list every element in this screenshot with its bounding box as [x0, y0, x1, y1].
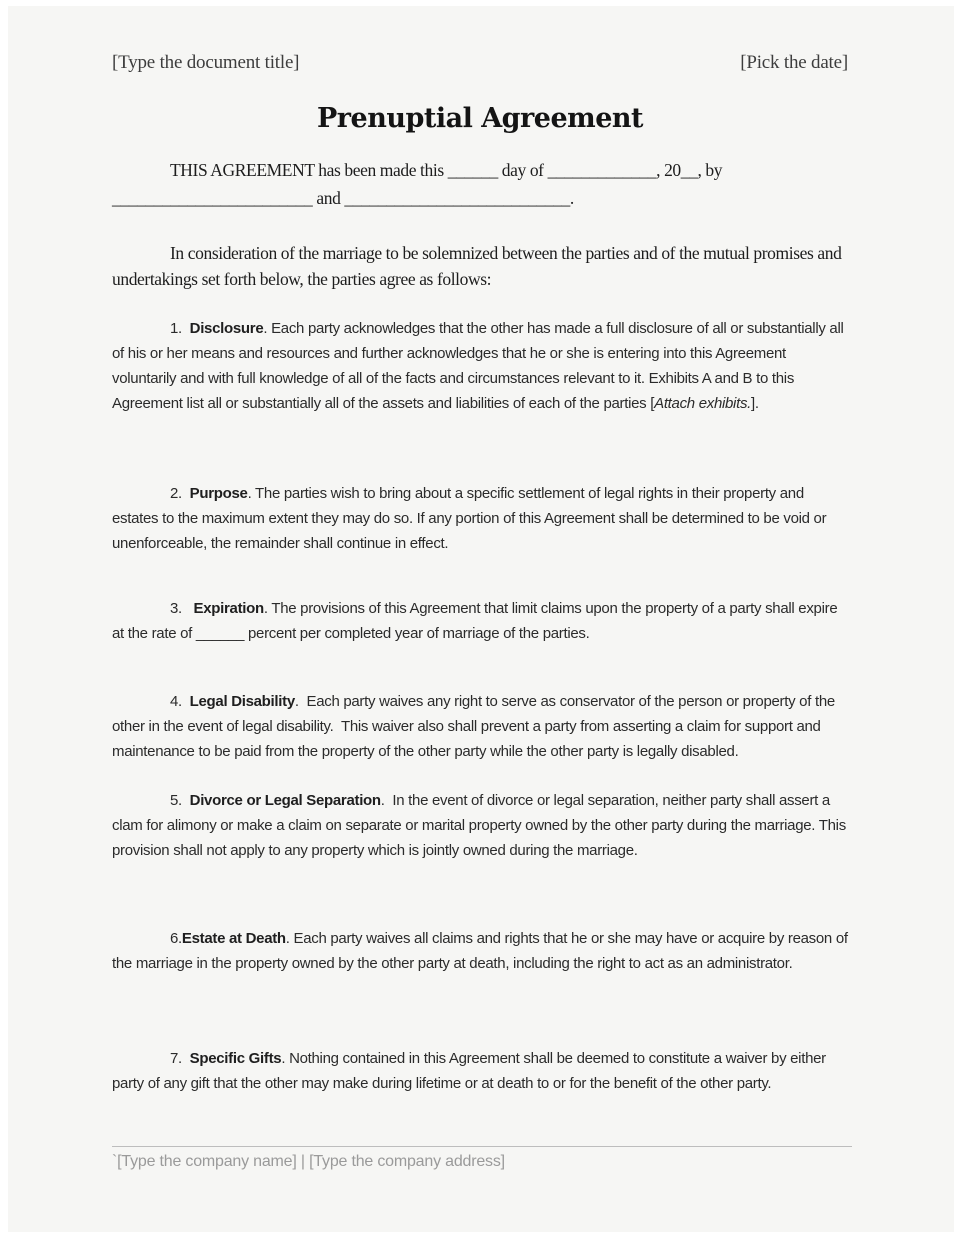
- section-heading: Specific Gifts: [189, 1050, 282, 1067]
- document-header: [112, 50, 848, 76]
- section-body: . Nothing contained in this Agreement shall be deemed to constitute a waiver by either party of any gift that the other may make during lifetime or at death to or for the benefit of the other party.: [112, 1050, 830, 1092]
- section-number: 3.: [170, 600, 194, 617]
- section-1-disclosure: [112, 316, 852, 416]
- company-name-placeholder[interactable]: `[Type the company name]: [112, 1153, 297, 1170]
- section-body: . In the event of divorce or legal separation, neither party shall assert a clam for alimony or make a claim on separate or marital property owned by the other party during the marriage. This provision shall not apply to any property which is jointly owned during the marriage.: [112, 792, 850, 859]
- section-heading: Expiration: [193, 600, 264, 617]
- section-body: . The parties wish to bring about a specific settlement of legal rights in their property and estates to the maximum extent they may do so. If any portion of this Agreement shall be determined to be void or unenforceable, the remainder shall continue in effect.: [112, 485, 831, 552]
- document-footer: [112, 1150, 505, 1174]
- section-number: 7.: [170, 1050, 190, 1067]
- section-number: 1.: [170, 320, 190, 337]
- opening-paragraph: THIS AGREEMENT has been made this ______ day of _____________, 20__, by ________________________ and ___________________________.: [112, 160, 727, 208]
- section-heading: Estate at Death: [181, 930, 286, 947]
- section-body: . Each party waives any right to serve as conservator of the person or property of the other in the event of legal disability. This waiver also shall prevent a party from asserting a claim for support and maintenance to be paid from the property of the other party while the other party is legally disabled.: [112, 693, 839, 760]
- section-5-divorce-or-legal-separation: [112, 788, 852, 863]
- section-heading: Disclosure: [189, 320, 264, 337]
- section-7-specific-gifts: [112, 1046, 852, 1096]
- section-number: 2.: [170, 485, 190, 502]
- section-italic-note: Attach exhibits.: [654, 395, 752, 412]
- section-body: . Each party acknowledges that the other has made a full disclosure of all or substantially all of his or her means and resources and further acknowledges that he or she is entering into this Agreement voluntarily and with full knowledge of all of the facts and circumstances relevant to it. Exhibits A and B to this Agreement list all or substantially all of the assets and liabilities of each of the parties [: [112, 320, 848, 412]
- section-body-tail: ].: [751, 395, 759, 412]
- section-3-expiration: [112, 596, 852, 646]
- company-address-placeholder[interactable]: [Type the company address]: [309, 1153, 505, 1170]
- section-6-estate-at-death: [112, 926, 852, 976]
- section-heading: Legal Disability: [189, 693, 295, 710]
- section-heading: Divorce or Legal Separation: [189, 792, 381, 809]
- intro-paragraph: In consideration of the marriage to be solemnized between the parties and of the mutual promises and undertakings set forth below, the parties agree as follows:: [112, 243, 846, 289]
- section-number: 4.: [170, 693, 190, 710]
- footer-divider: [112, 1146, 852, 1147]
- date-placeholder[interactable]: [Pick the date]: [740, 52, 848, 73]
- footer-separator: |: [296, 1153, 310, 1170]
- section-2-purpose: [112, 481, 852, 556]
- section-heading: Purpose: [189, 485, 248, 502]
- section-number: 6.: [170, 930, 182, 947]
- page-title: Prenuptial Agreement: [317, 103, 643, 134]
- section-body: . The provisions of this Agreement that limit claims upon the property of a party shall expire at the rate of ______ percent per completed year of marriage of the parties.: [112, 600, 842, 642]
- section-4-legal-disability: [112, 689, 852, 764]
- section-number: 5.: [170, 792, 190, 809]
- document-title-placeholder[interactable]: [Type the document title]: [112, 52, 300, 73]
- section-body: . Each party waives all claims and rights that he or she may have or acquire by reason of the marriage in the property owned by the other party at death, including the right to act as an administrator.: [112, 930, 852, 972]
